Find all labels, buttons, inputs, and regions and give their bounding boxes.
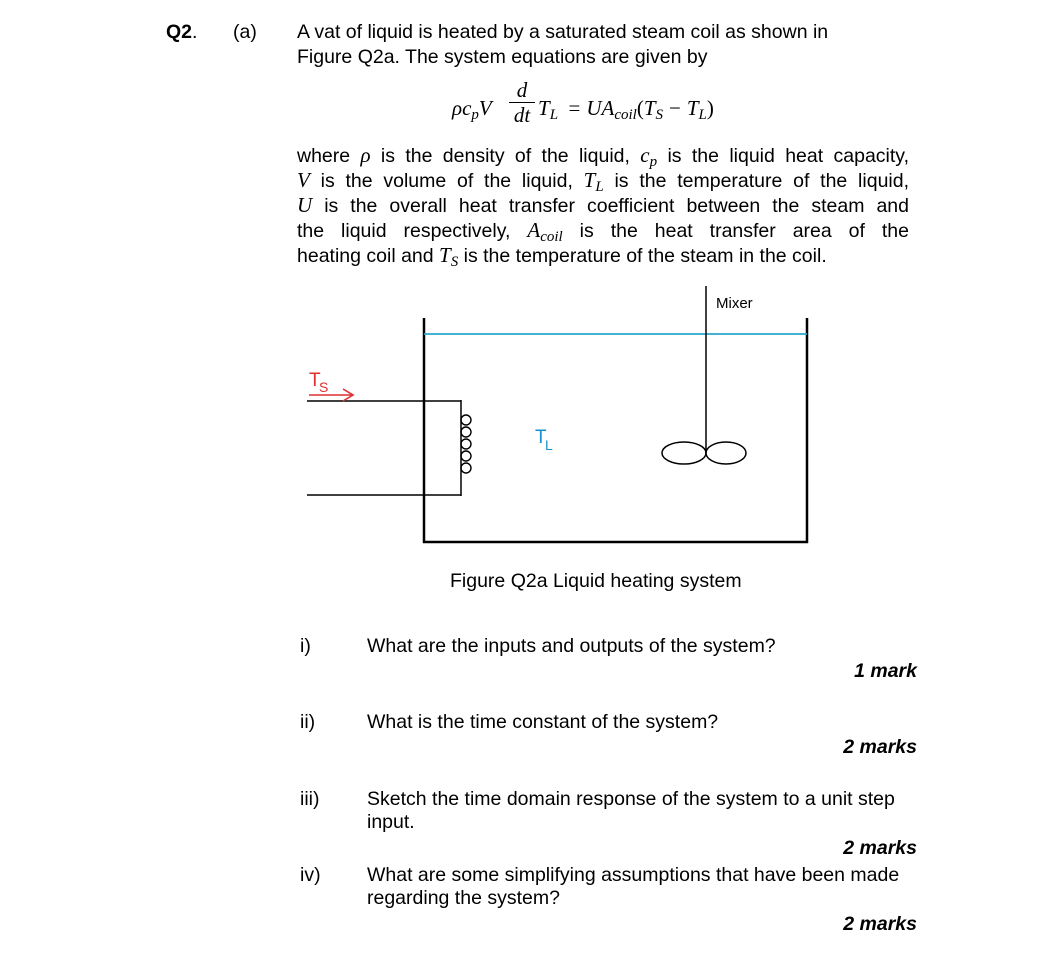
eq-c-sub: p xyxy=(471,107,479,123)
subquestion-text: Sketch the time domain response of the system to a unit step input. xyxy=(367,788,895,833)
eq-frac-den: dt xyxy=(513,103,531,127)
eq-close-paren: ) xyxy=(706,96,714,120)
eq-equals: = xyxy=(568,96,581,120)
steam-temp-label: T xyxy=(309,370,321,391)
subquestion-number: ii) xyxy=(300,711,316,733)
eq-rho: ρ xyxy=(452,96,463,120)
coil-loop xyxy=(461,427,471,437)
liquid-temp-label: T xyxy=(535,427,547,448)
eq-a-sub: coil xyxy=(614,107,637,123)
definitions-line-4: the liquid respectively, $A_{coil}$ is the heat transfer area of the xyxy=(297,218,909,245)
figure-caption: Figure Q2a Liquid heating system xyxy=(450,570,742,592)
eq-tl2: T xyxy=(686,96,699,120)
eq-ua: UA xyxy=(586,96,615,120)
intro-line-1: A vat of liquid is heated by a saturated steam coil as shown in xyxy=(297,21,829,43)
marks-label: 2 marks xyxy=(843,913,917,935)
liquid-temp-label-sub: L xyxy=(545,437,553,453)
impeller-blade-left xyxy=(662,442,706,464)
intro-line-2: Figure Q2a. The system equations are given by xyxy=(297,46,708,68)
eq-tl-sub: L xyxy=(549,107,559,123)
coil-loop xyxy=(461,415,471,425)
definitions-line-5: heating coil and $T_S$ is the temperature of the steam in the coil. xyxy=(297,243,827,270)
impeller-blade-right xyxy=(706,442,746,464)
definitions-line-1: where ρ is the density of the liquid, $c_p$ is the liquid heat capacity, xyxy=(297,143,910,170)
eq-ts: T xyxy=(643,96,656,120)
marks-label: 1 mark xyxy=(854,660,917,682)
question-part: (a) xyxy=(233,21,257,43)
coil-loop xyxy=(461,451,471,461)
subquestion-number: i) xyxy=(300,635,311,657)
mixer-label: Mixer xyxy=(716,295,753,312)
marks-label: 2 marks xyxy=(843,736,917,758)
eq-v: V xyxy=(478,96,492,120)
subquestion-number: iii) xyxy=(300,788,320,810)
definitions-line-2: V is the volume of the liquid, $T_L$ is the temperature of the liquid, xyxy=(297,168,910,195)
subquestion-text: What are some simplifying assumptions that have been made regarding the system? xyxy=(367,864,900,909)
steam-temp-label-sub: S xyxy=(319,379,329,395)
coil-loop xyxy=(461,463,471,473)
eq-open-paren: ( xyxy=(636,96,644,120)
eq-c: c xyxy=(462,96,472,120)
subquestion-number: iv) xyxy=(300,864,321,886)
subquestion-text: What is the time constant of the system? xyxy=(367,711,719,733)
definitions-line-3: U is the overall heat transfer coefficient between the steam and xyxy=(297,193,909,217)
subquestion-text: What are the inputs and outputs of the system? xyxy=(367,635,776,657)
eq-tl: T xyxy=(538,96,550,120)
eq-tl2-sub: L xyxy=(698,107,707,123)
eq-minus: − xyxy=(669,96,681,120)
coil-loop xyxy=(461,439,471,449)
question-number: Q2. xyxy=(166,21,198,43)
marks-label: 2 marks xyxy=(843,837,917,859)
eq-ts-sub: S xyxy=(655,107,664,123)
eq-frac-num: d xyxy=(516,78,528,102)
